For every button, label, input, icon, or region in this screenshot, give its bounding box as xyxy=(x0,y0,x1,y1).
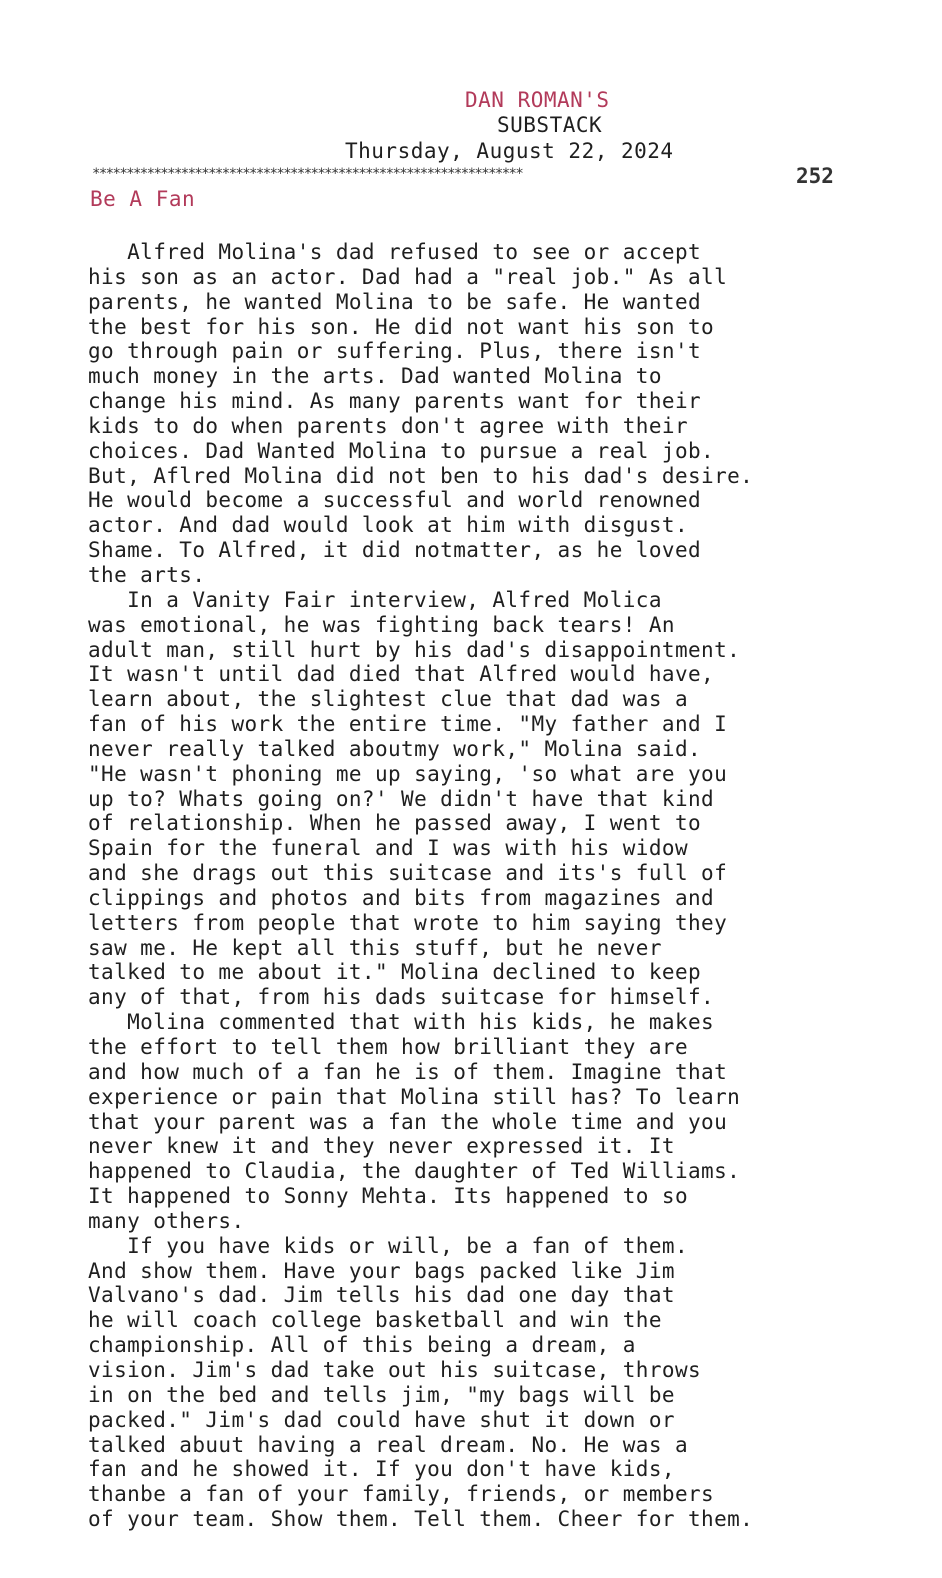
body-line: It happened to Sonny Mehta. Its happened to so xyxy=(88,1184,688,1209)
body-line: fan of his work the entire time. "My father and I xyxy=(88,712,728,737)
body-line: choices. Dad Wanted Molina to pursue a real job. xyxy=(88,438,715,463)
body-line: go through pain or suffering. Plus, there isn't xyxy=(88,339,702,364)
body-line: Spain for the funeral and I was with his widow xyxy=(88,836,688,861)
body-line: and how much of a fan he is of them. Imagine that xyxy=(88,1059,728,1084)
body-line: and she drags out this suitcase and its's full of xyxy=(88,861,728,886)
body-line: talked to me about it." Molina declined to keep xyxy=(88,960,702,985)
body-line: If you have kids or will, be a fan of them. xyxy=(88,1233,688,1258)
body-line: packed." Jim's dad could have shut it down or xyxy=(88,1407,675,1432)
body-line: Shame. To Alfred, it did notmatter, as he loved xyxy=(88,538,702,563)
body-line: Alfred Molina's dad refused to see or accept xyxy=(88,240,702,264)
body-line: never really talked aboutmy work," Molina said. xyxy=(88,736,702,761)
page-number: 252 xyxy=(796,164,834,188)
article-body xyxy=(88,240,848,1532)
author-name: DAN ROMAN'S xyxy=(465,88,610,112)
body-line: talked abuut having a real dream. No. He was a xyxy=(88,1432,688,1457)
body-line: experience or pain that Molina still has? To learn xyxy=(88,1084,741,1109)
body-line: many others. xyxy=(88,1208,245,1233)
body-line: Molina commented that with his kids, he makes xyxy=(88,1010,715,1035)
body-line: Valvano's dad. Jim tells his dad one day that xyxy=(88,1283,675,1308)
article-title: Be A Fan xyxy=(90,187,196,211)
body-line: parents, he wanted Molina to be safe. He wanted xyxy=(88,289,702,314)
body-line: fan and he showed it. If you don't have kids, xyxy=(88,1457,675,1482)
body-line: was emotional, he was fighting back tears! An xyxy=(88,612,675,637)
body-line: much money in the arts. Dad wanted Molina to xyxy=(88,364,662,389)
body-line: "He wasn't phoning me up saying, 'so what are you xyxy=(88,761,728,786)
body-line: his son as an actor. Dad had a "real job." As all xyxy=(88,264,728,289)
date-line: Thursday, August 22, 2024 xyxy=(345,139,674,163)
body-line: And show them. Have your bags packed like Jim xyxy=(88,1258,675,1283)
body-line: saw me. He kept all this stuff, but he never xyxy=(88,935,662,960)
asterisk-separator: *************************************************************** xyxy=(92,167,523,181)
body-line: of relationship. When he passed away, I went to xyxy=(88,811,702,836)
body-line: the arts. xyxy=(88,562,206,587)
body-line: It wasn't until dad died that Alfred would have, xyxy=(88,662,715,687)
body-line: He would become a successful and world renowned xyxy=(88,488,702,513)
body-line: any of that, from his dads suitcase for himself. xyxy=(88,985,715,1010)
publication-name: SUBSTACK xyxy=(497,113,603,137)
body-line: But, Aflred Molina did not ben to his dad's desire. xyxy=(88,463,754,488)
body-line: kids to do when parents don't agree with their xyxy=(88,413,688,438)
body-line: learn about, the slightest clue that dad was a xyxy=(88,687,688,712)
body-line: actor. And dad would look at him with disgust. xyxy=(88,513,688,538)
body-line: the effort to tell them how brilliant they are xyxy=(88,1035,688,1059)
body-line: he will coach college basketball and win the xyxy=(88,1308,662,1333)
body-line: championship. All of this being a dream, a xyxy=(88,1333,636,1358)
body-line: adult man, still hurt by his dad's disappointment. xyxy=(88,637,741,662)
body-line: In a Vanity Fair interview, Alfred Molica xyxy=(88,587,662,612)
body-line: happened to Claudia, the daughter of Ted Williams. xyxy=(88,1159,741,1184)
body-line: up to? Whats going on?' We didn't have that kind xyxy=(88,786,715,811)
body-line: of your team. Show them. Tell them. Cheer for them. xyxy=(88,1507,754,1532)
body-line: thanbe a fan of your family, friends, or members xyxy=(88,1482,715,1507)
body-line: vision. Jim's dad take out his suitcase, throws xyxy=(88,1357,702,1382)
body-line: in on the bed and tells jim, "my bags will be xyxy=(88,1382,675,1407)
body-line: never knew it and they never expressed it. It xyxy=(88,1134,675,1159)
body-line: clippings and photos and bits from magazines and xyxy=(88,885,715,910)
body-line: letters from people that wrote to him saying they xyxy=(88,910,728,935)
body-line: the best for his son. He did not want his son to xyxy=(88,314,715,339)
body-line: that your parent was a fan the whole time and you xyxy=(88,1109,728,1134)
body-line: change his mind. As many parents want for their xyxy=(88,389,702,414)
